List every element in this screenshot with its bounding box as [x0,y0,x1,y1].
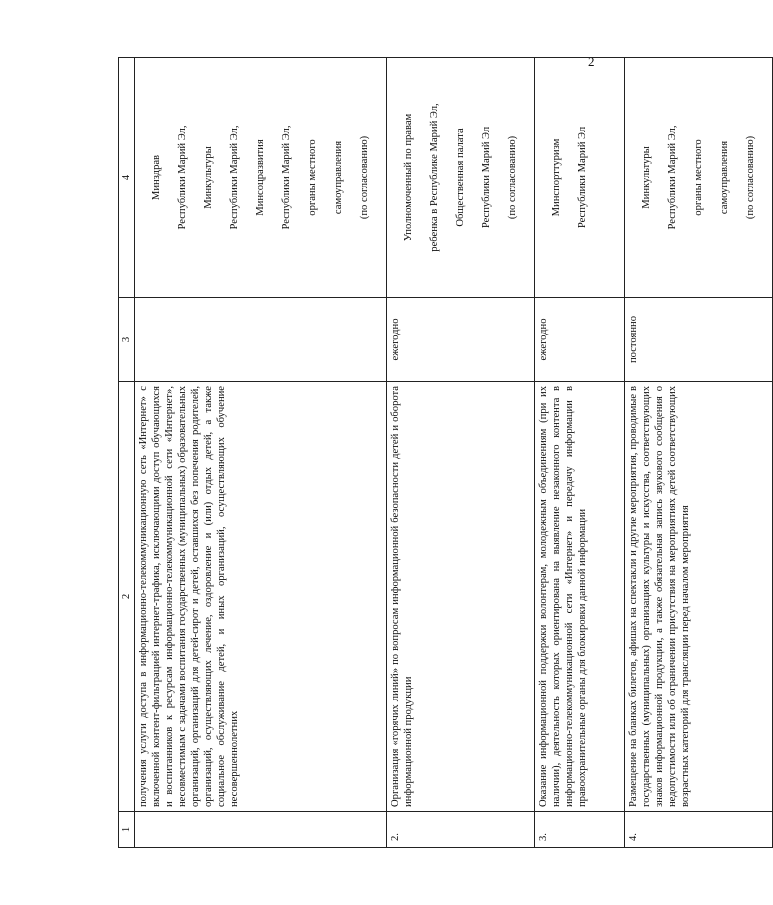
column-header-2: 2 [119,382,135,812]
row-number: 2. [387,812,535,848]
document-body [118,58,756,848]
table-row [625,58,773,848]
row-term: ежегодно [535,298,625,382]
executor-line: (по согласованию) [745,135,756,220]
column-header-3: 3 [119,298,135,382]
table-row [135,58,387,848]
executor-line: Республики Марий Эл, [281,125,292,230]
row-action: Организация «горячих линий» по вопросам информационной безопасности детей и оборота информационной продукции [387,382,535,812]
executor-line: органы местного [307,139,318,216]
row-number: 4. [625,812,773,848]
executor-line: Республики Марий Эл [481,126,492,229]
executor-line: (по согласованию) [359,135,370,220]
row-term: постоянно [625,298,773,382]
action-plan-table [118,57,773,848]
executor-line: самоуправления [719,140,730,215]
row-action: Оказание информационной поддержки волонтерам, молодежным объединениям (при их наличии), деятельность которых ориентирована на выявление незаконного контента в информационно-телекоммуникационной сети «Интернет» и передачу информации в правоохранительные органы для блокировки данной информации [535,382,625,812]
executor-line: Общественная палата [455,128,466,227]
row-executors [135,58,387,298]
executor-line: Республики Марий Эл, [229,125,240,230]
executor-line: Минкультуры [641,146,652,209]
executor-line: Республики Марий Эл [577,126,588,229]
row-term [135,298,387,382]
column-header-1: 1 [119,812,135,848]
row-number [135,812,387,848]
row-executors [625,58,773,298]
row-action: Размещение на бланках билетов, афишах на спектакли и другие мероприятия, проводимые в государственных (муниципальных) организациях культуры и искусства, соответствующих знаков информационной продукции, а также обязательная запись звукового сообщения о недопустимости или об ограничении присутствия на мероприятиях детей соответствующих возрастных категорий для трансляции перед началом мероприятия [625,382,773,812]
executor-line: Республики Марий Эл, [667,125,678,230]
executor-line: Республики Марий Эл, [177,125,188,230]
executor-line: (по согласованию) [507,135,518,220]
column-header-4: 4 [119,58,135,298]
row-number: 3. [535,812,625,848]
table-row [387,58,535,848]
row-executors [535,58,625,298]
executor-line: Уполномоченный по правам [403,113,414,242]
executor-line: Минспорттуризм [551,138,562,217]
executor-line: Минкультуры [203,146,214,209]
executor-line: ребенка в Республике Марий Эл, [429,103,440,252]
executor-line: Минсоцразвития [255,139,266,216]
executor-line: Минздрав [151,154,162,201]
row-executors [387,58,535,298]
table-row [535,58,625,848]
row-action: получения услуги доступа в информационно-телекоммуникационную сеть «Интернет» с включенной контент-фильтрацией интернет-трафика, исключающими доступ обучающихся и воспитанников к ресурсам информационно-телекоммуникационной сети «Интернет», несовместимым с задачами воспитания государственных (муниципальных) образовательных организаций, организаций для детей-сирот и детей, оставшихся без попечения родителей, организаций, осуществляющих лечение, оздоровление и (или) отдых детей, а также социальное обслуживание детей, и иных организаций, осуществляющих обучение несовершеннолетних [135,382,387,812]
executor-line: самоуправления [333,140,344,215]
executor-line: органы местного [693,139,704,216]
table-header-row [119,58,135,848]
page-number: 2 [588,54,595,69]
row-term: ежегодно [387,298,535,382]
